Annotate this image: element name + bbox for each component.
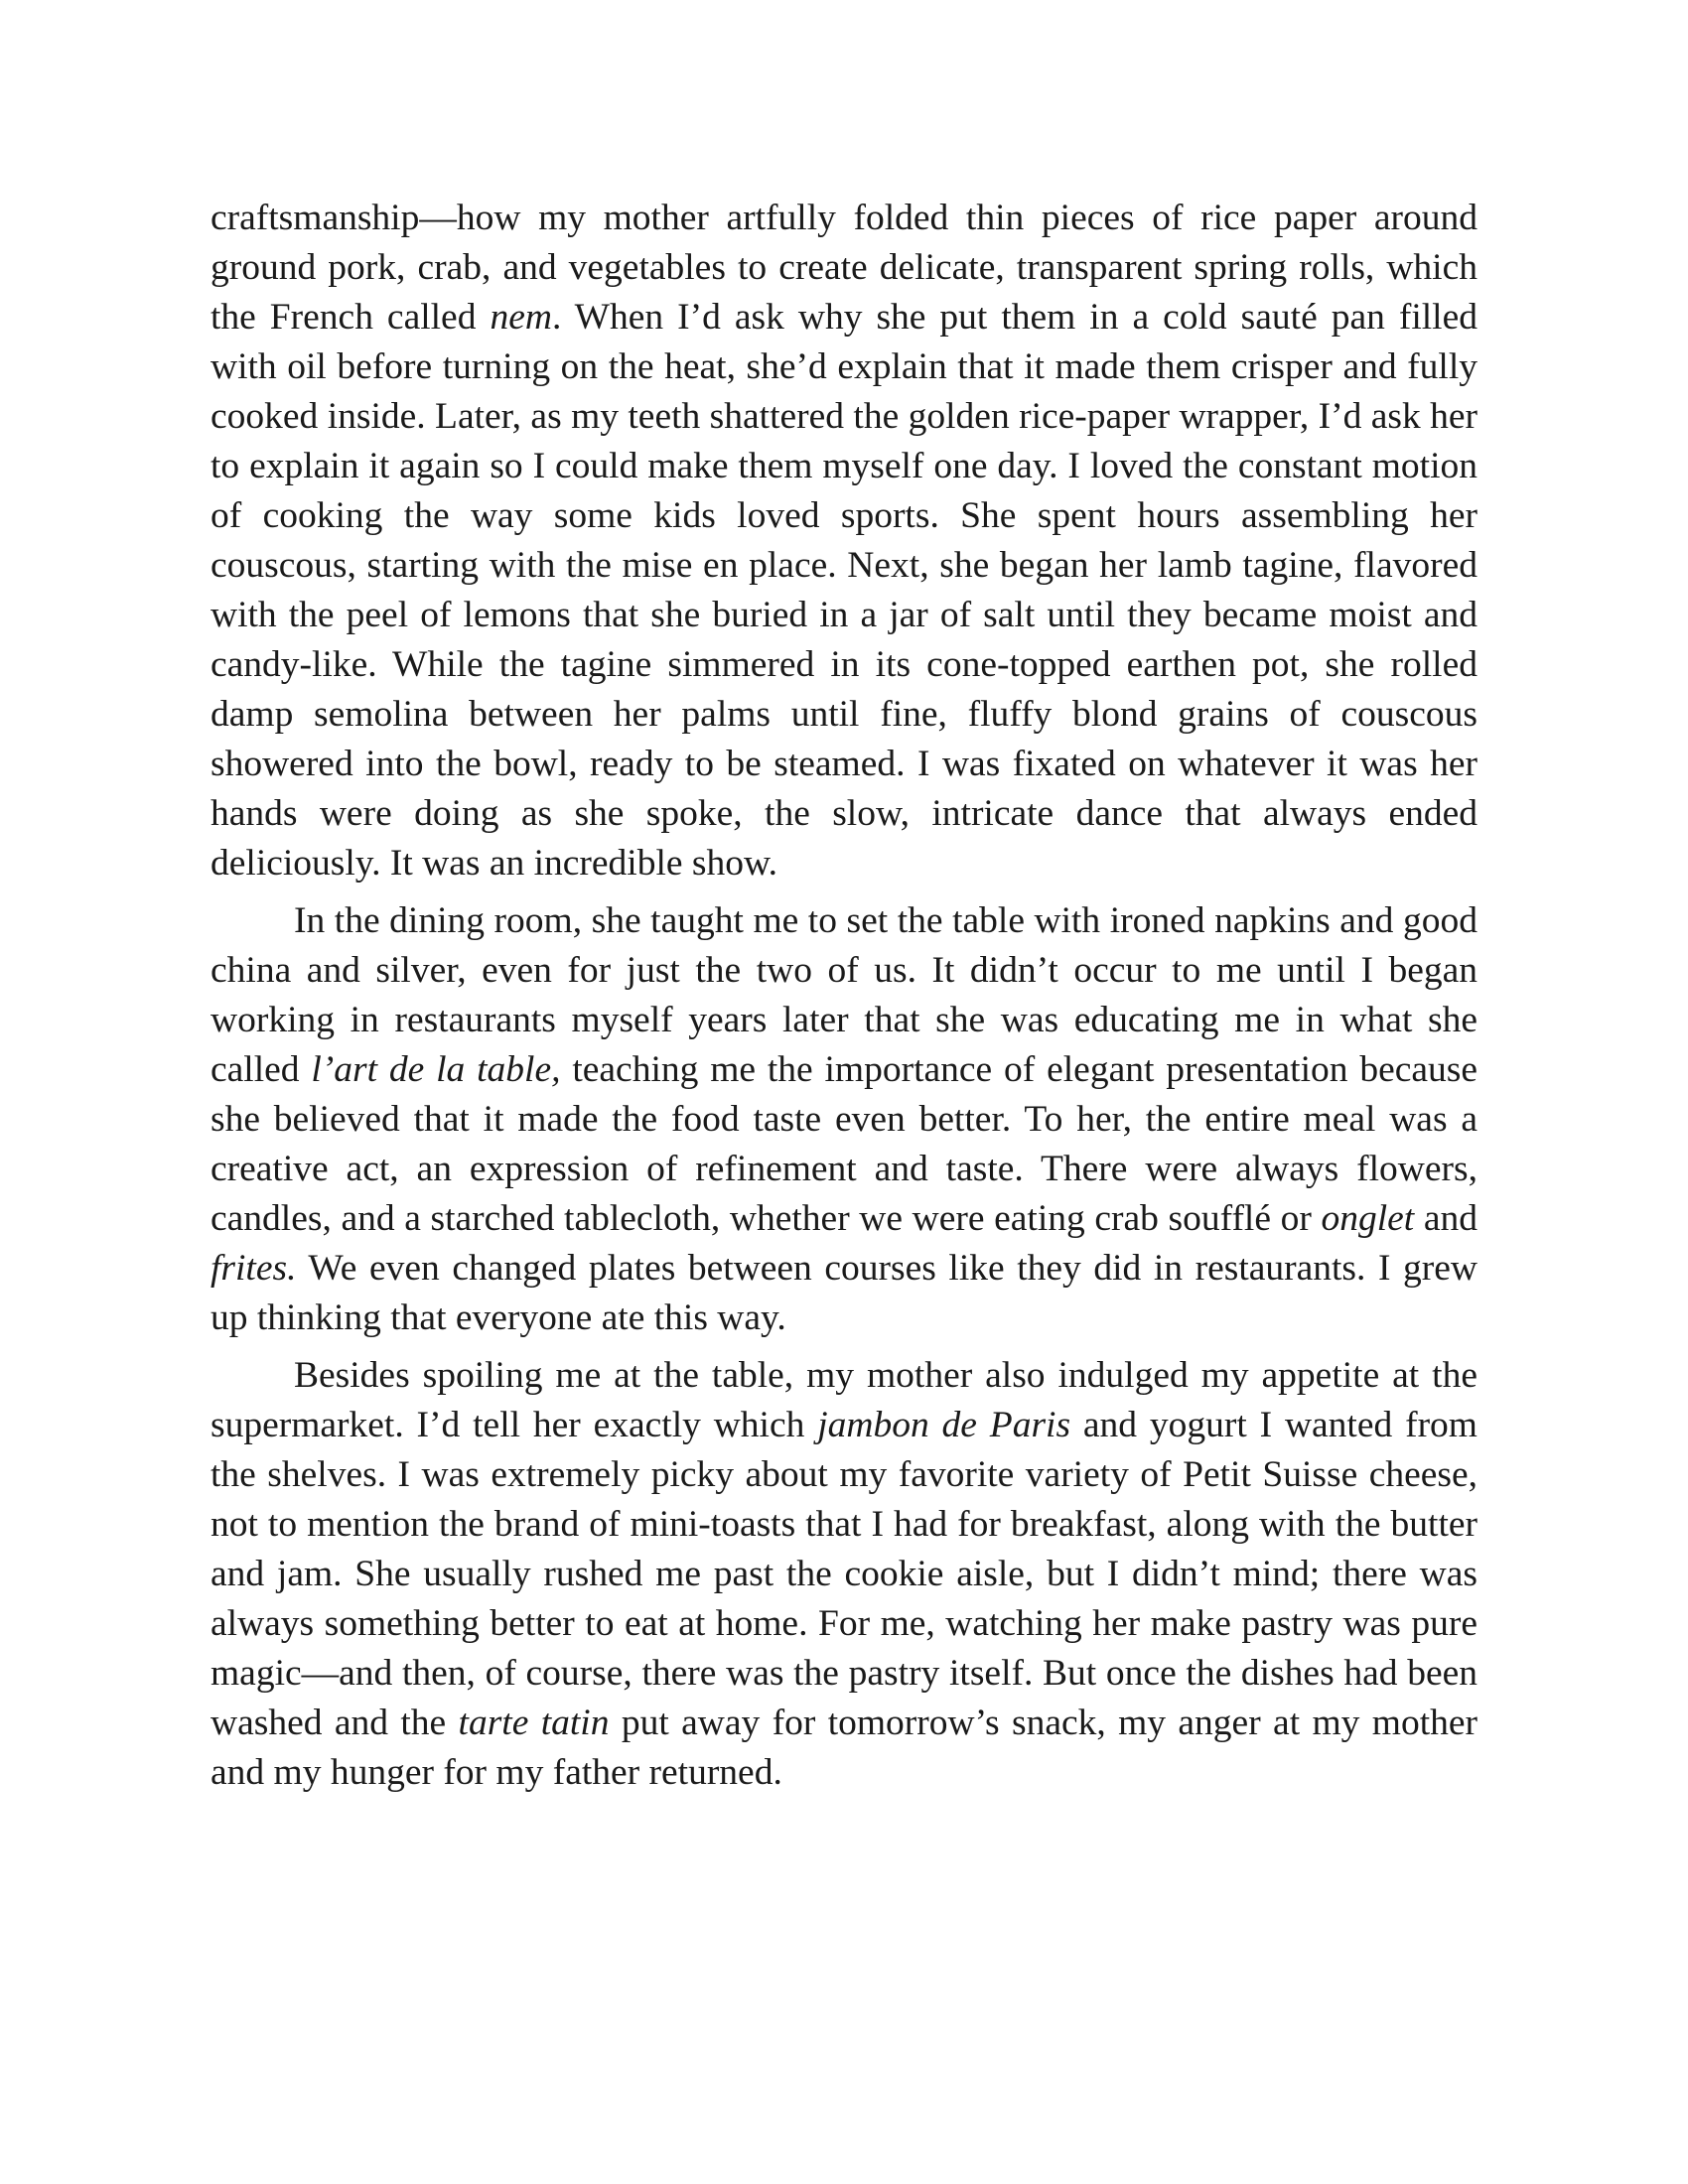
paragraph-3-text: Besides spoiling me at the table, my mother also indulged my appetite at the supermarket. I’d tell her exactly which: [211, 1355, 1477, 1445]
paragraph-2-text: In the dining room, she taught me to set the table with ironed napkins and good china and silver, even for just the two of us. It didn’t occur to me until I began working in restaurants myself years later that she was educating me in what she called: [211, 900, 1477, 1090]
paragraph-2-text: and: [1414, 1198, 1477, 1239]
paragraph-3: [211, 1351, 1477, 1798]
paragraph-2-italic-onglet: onglet: [1321, 1198, 1415, 1239]
document-page: [211, 194, 1477, 1798]
paragraph-2: [211, 896, 1477, 1343]
paragraph-1-text: craftsmanship—how my mother artfully folded thin pieces of rice paper around ground pork, crab, and vegetables to create delicate, transparent spring rolls, which the French called: [211, 198, 1477, 338]
paragraph-2-italic-frites: frites.: [211, 1248, 297, 1289]
paragraph-3-italic-tarte-tatin: tarte tatin: [458, 1703, 610, 1743]
paragraph-1-text: . When I’d ask why she put them in a cold sauté pan filled with oil before turning on the heat, she’d explain that it made them crisper and fully cooked inside. Later, as my teeth shattered the golden rice-paper wrapper, I’d ask her to explain it again so I could make them myself one day. I loved the constant motion of cooking the way some kids loved sports. She spent hours assembling her couscous, starting with the mise en place. Next, she began her lamb tagine, flavored with the peel of lemons that she buried in a jar of salt until they became moist and candy-like. While the tagine simmered in its cone-topped earthen pot, she rolled damp semolina between her palms until fine, fluffy blond grains of couscous showered into the bowl, ready to be steamed. I was fixated on whatever it was her hands were doing as she spoke, the slow, intricate dance that always ended deliciously. It was an incredible show.: [211, 297, 1477, 884]
paragraph-3-text: put away for tomorrow’s snack, my anger at my mother and my hunger for my father returned.: [211, 1703, 1477, 1793]
paragraph-2-text: We even changed plates between courses like they did in restaurants. I grew up thinking that everyone ate this way.: [211, 1248, 1477, 1338]
paragraph-3-text: and yogurt I wanted from the shelves. I was extremely picky about my favorite variety of Petit Suisse cheese, not to mention the brand of mini-toasts that I had for breakfast, along with the butter and jam. She usually rushed me past the cookie aisle, but I didn’t mind; there was always something better to eat at home. For me, watching her make pastry was pure magic—and then, of course, there was the pastry itself. But once the dishes had been washed and the: [211, 1405, 1477, 1743]
paragraph-2-text: teaching me the importance of elegant presentation because she believed that it made the food taste even better. To her, the entire meal was a creative act, an expression of refinement and taste. There were always flowers, candles, and a starched tablecloth, whether we were eating crab soufflé or: [211, 1049, 1478, 1239]
paragraph-2-italic-lart-de-la-table: l’art de la table,: [311, 1049, 561, 1090]
paragraph-1: [211, 194, 1477, 888]
paragraph-3-italic-jambon-de-paris: jambon de Paris: [817, 1405, 1071, 1445]
paragraph-1-italic-nem: nem: [490, 297, 552, 338]
